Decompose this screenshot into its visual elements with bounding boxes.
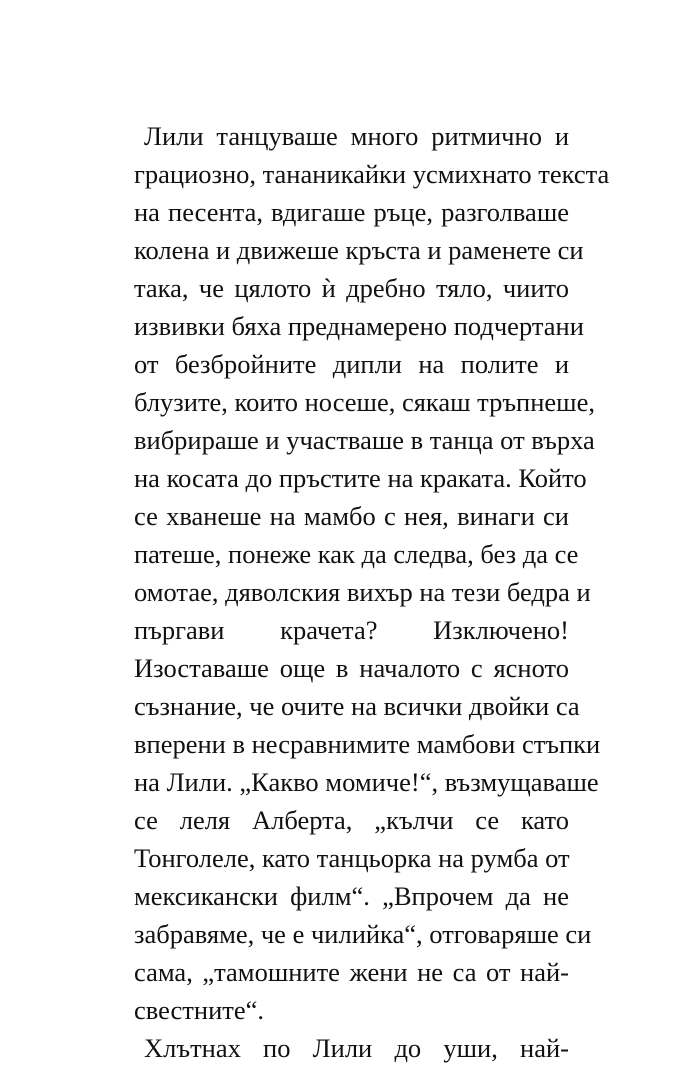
text-line: вибрираше и участваше в танца от върха [134,425,595,455]
text-line: забравяме, че е чилийка“, отговаряше си [134,919,592,949]
text-line: Тонголеле, като танцьорка на румба от [134,843,570,873]
text-line: се хванеше на мамбо с нея, винаги си [134,501,569,531]
text-line: съзнание, че очите на всички двойки са [134,691,580,721]
text-line: блузите, които носеше, сякаш тръпнеше, [134,387,595,417]
text-line: свестните“. [134,995,264,1025]
text-line: мексикански филм“. „Впрочем да не [134,881,569,911]
text-line: така, че цялото ѝ дребно тяло, чиито [134,273,569,303]
text-line: на песента, вдигаше ръце, разголваше [134,197,569,227]
text-line: пъргави крачета? Изключено! [134,615,569,645]
text-line: на Лили. „Какво момиче!“, възмущаваше [134,767,599,797]
text-line: Хлътнах по Лили до уши, най- [144,1033,569,1063]
text-line: омотае, дяволския вихър на тези бедра и [134,577,591,607]
text-line: от безбройните дипли на полите и [134,349,569,379]
text-line: се леля Алберта, „кълчи се като [134,805,569,835]
text-line: патеше, понеже как да следва, без да се [134,539,579,569]
text-line: колена и движеше кръста и раменете си [134,235,584,265]
text-line: вперени в несравнимите мамбови стъпки [134,729,601,759]
text-line: грациозно, тананикайки усмихнато текста [134,159,610,189]
text-line: Изоставаше още в началото с ясното [134,653,569,683]
text-line: сама, „тамошните жени не са от най- [134,957,569,987]
text-line: Лили танцуваше много ритмично и [144,121,569,151]
text-line: извивки бяха преднамерено подчертани [134,311,584,341]
text-line: на косата до пръстите на краката. Който [134,463,587,493]
body-text [134,117,610,1067]
